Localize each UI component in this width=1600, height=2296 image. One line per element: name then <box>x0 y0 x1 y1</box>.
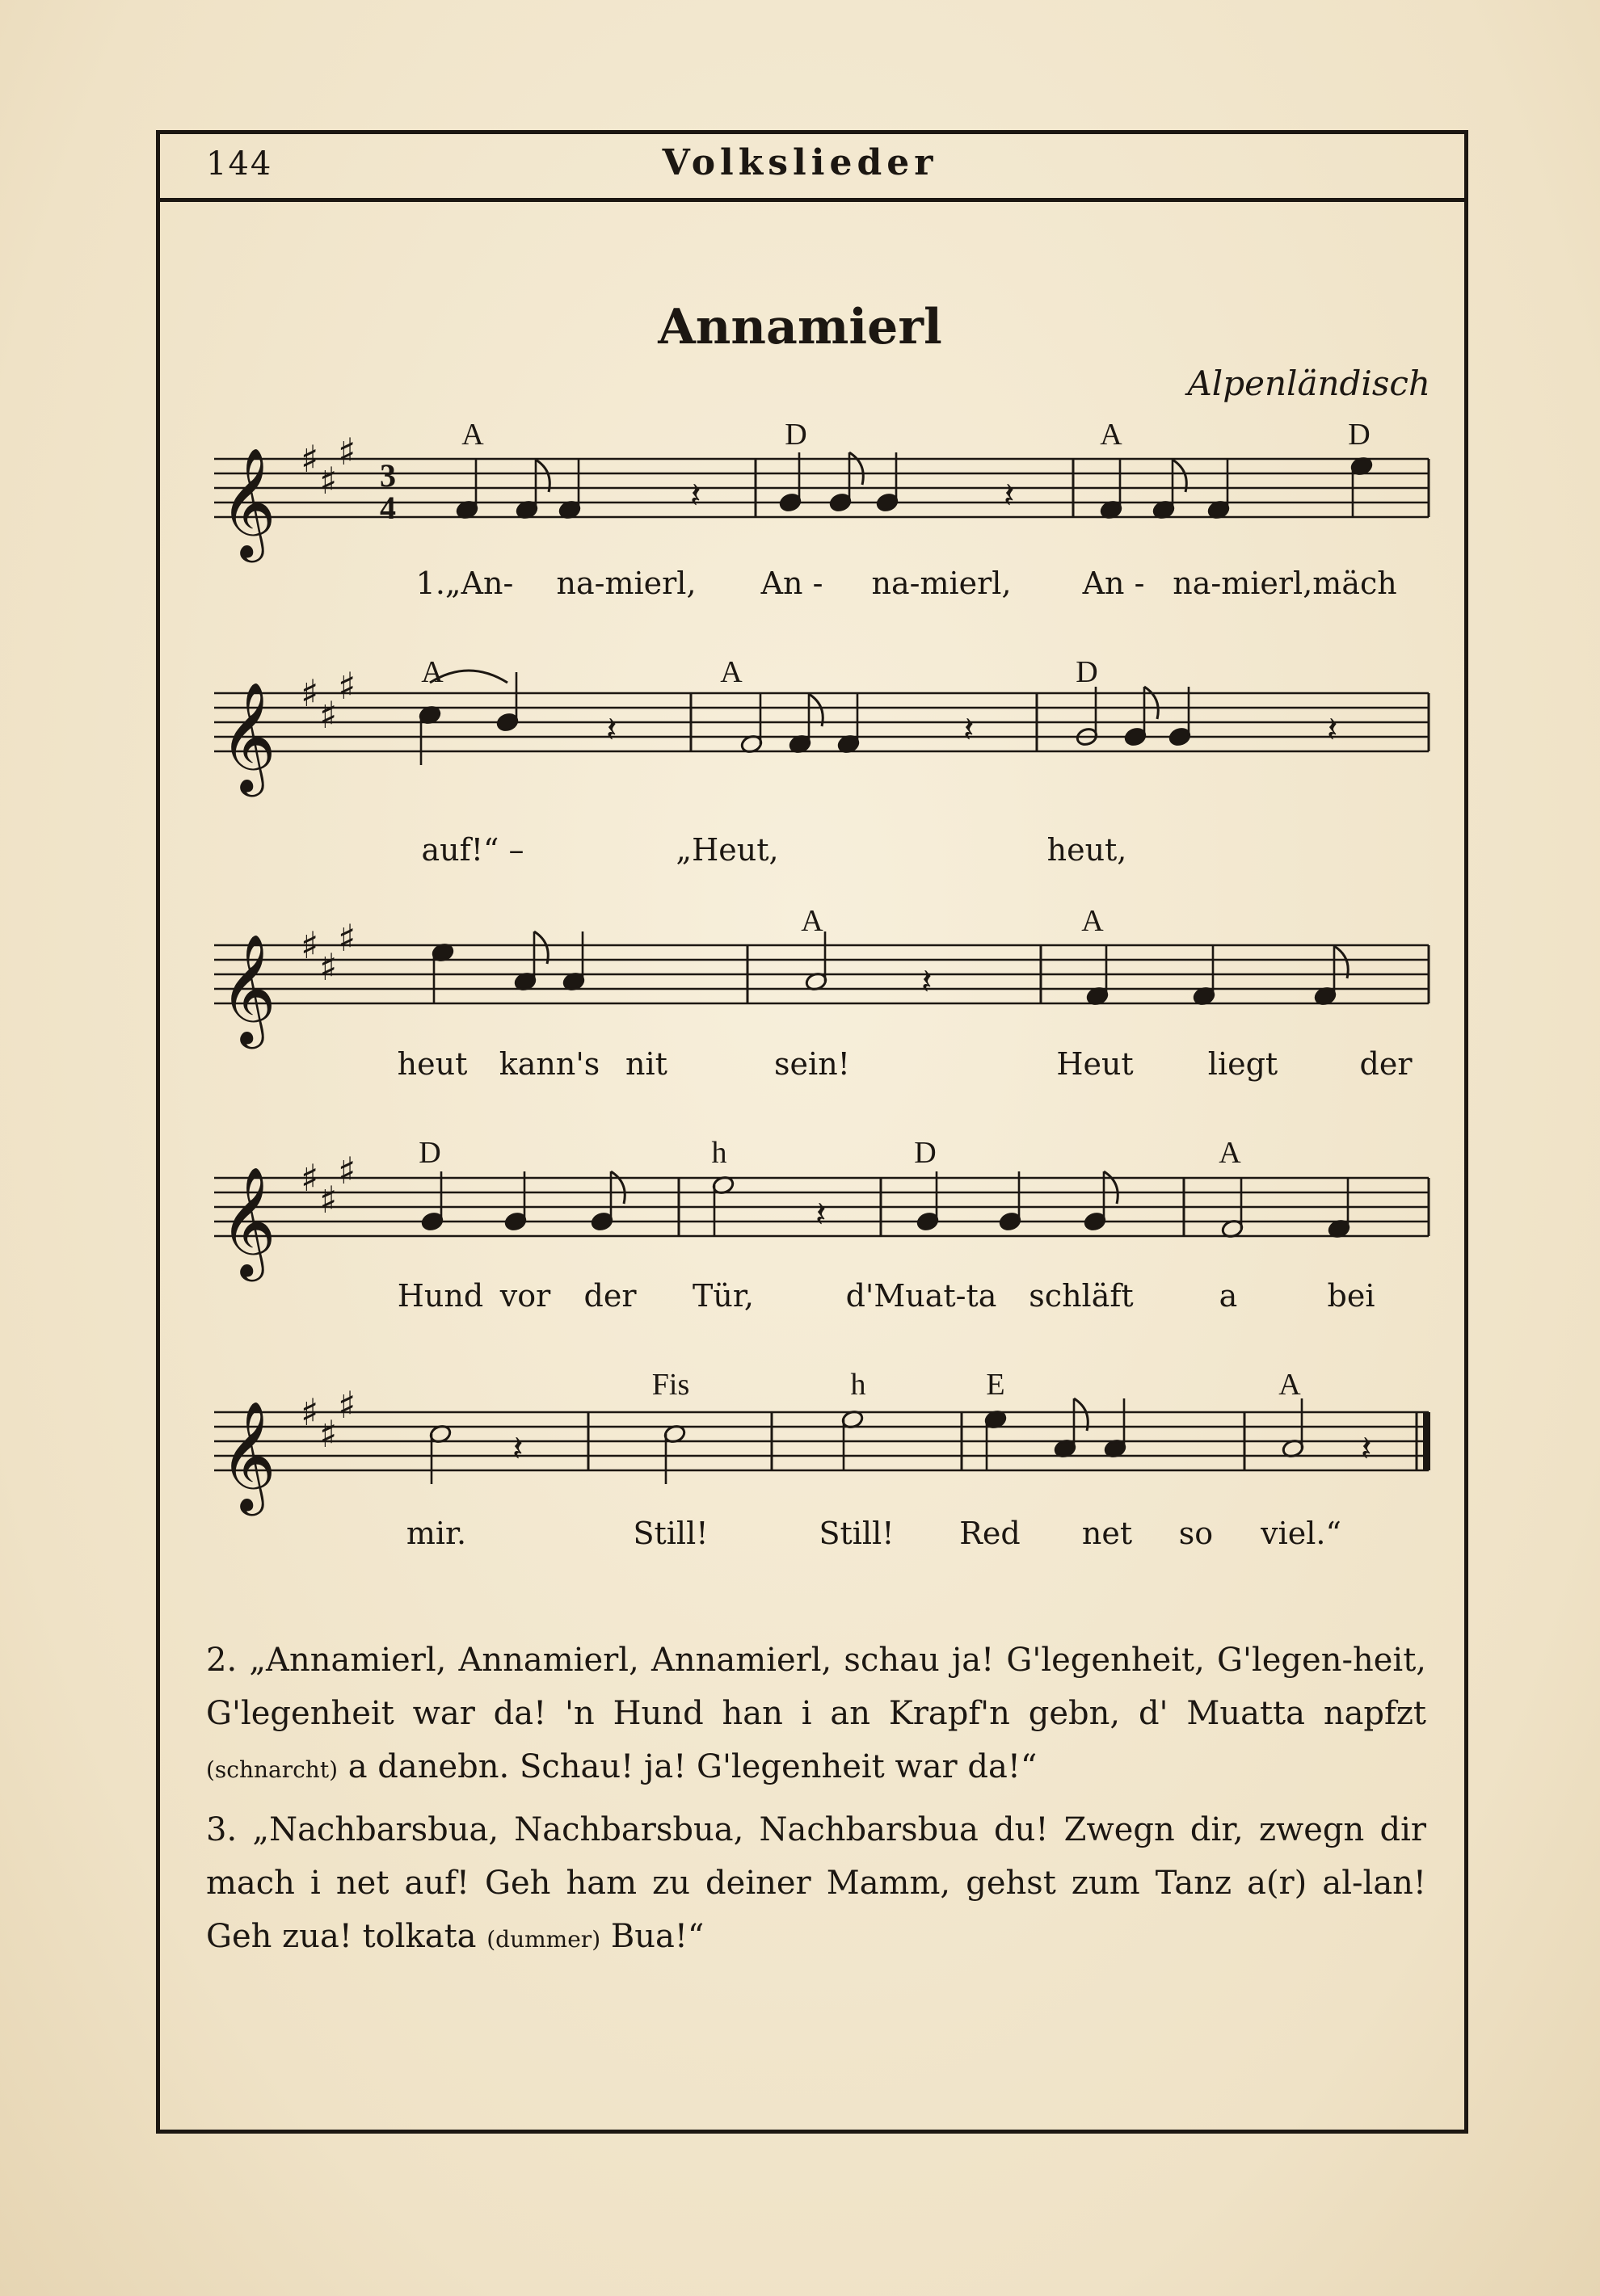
lyric-syllable: viel.“ <box>1261 1516 1341 1551</box>
lyric-syllable: sein! <box>774 1046 850 1082</box>
verse-text-end: a danebn. Schau! ja! G'legenheit war da!“ <box>347 1748 1038 1785</box>
sharp-sign-icon: ♯ <box>338 1383 356 1427</box>
treble-clef-icon: 𝄞 <box>220 1399 276 1511</box>
verse-2 <box>206 1634 1426 1797</box>
quarter-rest-icon: 𝄽 <box>690 475 701 516</box>
sharp-sign-icon: ♯ <box>338 916 356 960</box>
lyric-syllable: na-mierl, <box>871 566 1012 601</box>
chord-symbol: D <box>419 1136 441 1170</box>
lyric-syllable: so <box>1178 1516 1214 1551</box>
verse-text: 3. „Nachbarsbua, Nachbarsbua, Nachbarsbua du! Zwegn dir, zwegn dir mach i net auf! Geh ham zu deiner Mamm, gehst zum Tanz a(r) al-lan! Geh zua! tolkata <box>206 1811 1426 1955</box>
lyric-syllable: na-mierl,mäch <box>1173 566 1397 601</box>
running-head: Volkslieder <box>662 142 938 183</box>
lyric-syllable: heut <box>397 1046 468 1082</box>
verse-text: 2. „Annamierl, Annamierl, Annamierl, schau ja! G'legenheit, G'legen-heit, G'legenheit war da! 'n Hund han i an Krapf'n gebn, d' Muatta napfzt <box>206 1642 1426 1732</box>
note-flag <box>1104 1171 1118 1204</box>
song-origin: Alpenländisch <box>1187 364 1430 403</box>
lyric-syllable: Heut <box>1056 1046 1134 1082</box>
sharp-sign-icon: ♯ <box>301 1156 319 1200</box>
verse-annotation: (dummer) <box>486 1926 601 1953</box>
sharp-sign-icon: ♯ <box>301 923 319 967</box>
lyric-syllable: der <box>583 1278 637 1314</box>
lyric-syllable: auf!“ – <box>421 832 524 868</box>
lyric-syllable: An - <box>760 566 823 601</box>
lyric-syllable: kann's <box>499 1046 600 1082</box>
chord-symbol: A <box>421 655 444 689</box>
lyric-syllable: Hund <box>397 1278 484 1314</box>
quarter-rest-icon: 𝄽 <box>1361 1428 1372 1470</box>
page-number: 144 <box>206 145 273 183</box>
quarter-rest-icon: 𝄽 <box>921 961 933 1003</box>
sharp-sign-icon: ♯ <box>301 437 319 481</box>
quarter-rest-icon: 𝄽 <box>512 1428 524 1470</box>
quarter-rest-icon: 𝄽 <box>1327 709 1338 751</box>
treble-clef-icon: 𝄞 <box>220 446 276 557</box>
lyric-syllable: liegt <box>1207 1046 1278 1082</box>
lyric-syllable: bei <box>1327 1278 1375 1314</box>
quarter-rest-icon: 𝄽 <box>1004 475 1015 516</box>
sharp-sign-icon: ♯ <box>319 1178 338 1222</box>
lyric-syllable: Still! <box>633 1516 709 1551</box>
verse-text-end: Bua!“ <box>610 1918 705 1955</box>
chord-symbol: A <box>1100 418 1122 452</box>
sharp-sign-icon: ♯ <box>319 945 338 989</box>
lyric-syllable: „Heut, <box>676 832 779 868</box>
chord-symbol: D <box>1348 418 1371 452</box>
sharp-sign-icon: ♯ <box>301 1390 319 1434</box>
chord-symbol: D <box>1076 655 1098 689</box>
chord-symbol: A <box>1081 904 1104 938</box>
chord-symbol: A <box>720 655 743 689</box>
chord-symbol: A <box>461 418 484 452</box>
lyric-syllable: a <box>1219 1278 1238 1314</box>
treble-clef-icon: 𝄞 <box>220 680 276 792</box>
chord-symbol: A <box>1219 1136 1241 1170</box>
lyric-syllable: Red <box>959 1516 1021 1551</box>
chord-symbol: Fis <box>651 1368 690 1402</box>
lyric-syllable: mir. <box>406 1516 467 1551</box>
sharp-sign-icon: ♯ <box>338 664 356 708</box>
chord-symbol: D <box>914 1136 937 1170</box>
sharp-sign-icon: ♯ <box>319 693 338 737</box>
treble-clef-icon: 𝄞 <box>220 932 276 1044</box>
verse-annotation: (schnarcht) <box>206 1756 339 1783</box>
time-signature-bottom: 4 <box>380 490 396 526</box>
lyric-syllable: d'Muat-ta <box>845 1278 997 1314</box>
quarter-rest-icon: 𝄽 <box>963 709 975 751</box>
sharp-sign-icon: ♯ <box>338 430 356 473</box>
sharp-sign-icon: ♯ <box>338 1149 356 1192</box>
lyric-syllable: Tür, <box>693 1278 754 1314</box>
lyric-syllable: vor <box>499 1278 551 1314</box>
lyric-syllable: net <box>1081 1516 1133 1551</box>
final-barline <box>1423 1412 1430 1470</box>
sharp-sign-icon: ♯ <box>319 459 338 503</box>
time-signature-top: 3 <box>380 457 396 494</box>
note-flag <box>611 1171 625 1204</box>
verse-3 <box>206 1803 1426 1966</box>
lyric-syllable: na-mierl, <box>556 566 697 601</box>
chord-symbol: h <box>850 1368 866 1402</box>
sharp-sign-icon: ♯ <box>301 671 319 715</box>
lyric-syllable: der <box>1359 1046 1413 1082</box>
lyric-syllable: Still! <box>819 1516 895 1551</box>
chord-symbol: h <box>711 1136 727 1170</box>
sharp-sign-icon: ♯ <box>319 1412 338 1456</box>
quarter-rest-icon: 𝄽 <box>606 709 617 751</box>
lyric-syllable: heut, <box>1046 832 1127 868</box>
song-title: Annamierl <box>658 299 942 355</box>
note-flag <box>849 452 863 485</box>
lyric-syllable: schläft <box>1029 1278 1134 1314</box>
lyric-syllable: nit <box>625 1046 667 1082</box>
lyric-syllable: 1.„An- <box>415 566 514 601</box>
note-flag <box>1144 687 1158 719</box>
chord-symbol: A <box>801 904 823 938</box>
chord-symbol: D <box>785 418 807 452</box>
chord-symbol: A <box>1278 1368 1301 1402</box>
quarter-rest-icon: 𝄽 <box>815 1194 827 1235</box>
lyric-syllable: An - <box>1082 566 1145 601</box>
treble-clef-icon: 𝄞 <box>220 1165 276 1276</box>
chord-symbol: E <box>986 1368 1005 1402</box>
